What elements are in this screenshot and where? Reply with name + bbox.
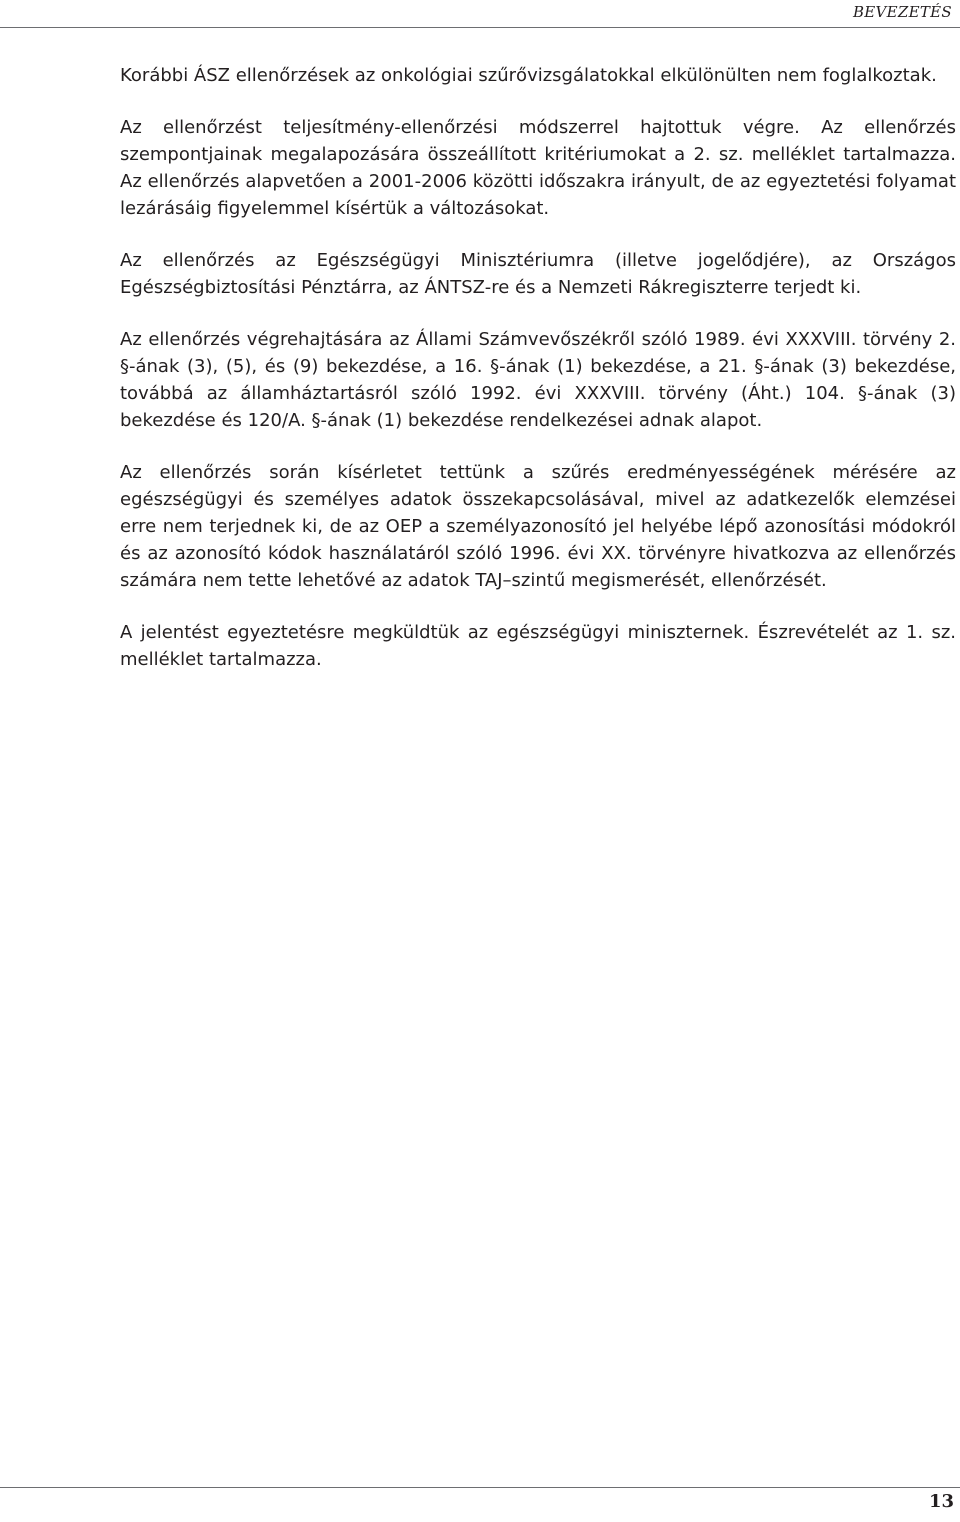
paragraph-6: A jelentést egyeztetésre megküldtük az egészségügyi miniszternek. Észrevételét az 1. sz. melléklet tartalmazza. — [120, 622, 956, 670]
document-body — [120, 62, 956, 698]
page-number: 13 — [928, 1491, 954, 1512]
footer-divider — [0, 1487, 960, 1488]
paragraph-5: Az ellenőrzés során kísérletet tettünk a szűrés eredményességének mérésére az egészségügyi és személyes adatok összekapcsolásával, mivel az adatkezelők elemzései erre nem terjednek ki, de az OEP a személyazonosító jel helyébe lépő azonosítási módokról és az azonosító kódok használatáról szóló 1996. évi XX. törvényre hivatkozva az ellenőrzés számára nem tette lehetővé az adatok TAJ–szintű megismerését, ellenőrzését. — [120, 462, 956, 591]
header-divider — [0, 27, 960, 28]
paragraph-2: Az ellenőrzést teljesítmény-ellenőrzési módszerrel hajtottuk végre. Az ellenőrzés szempontjainak megalapozására összeállított kritériumokat a 2. sz. melléklet tartalmazza. Az ellenőrzés alapvetően a 2001-2006 közötti időszakra irányult, de az egyeztetési folyamat lezárásáig figyelemmel kísértük a változásokat. — [120, 117, 956, 219]
running-header-title: BEVEZETÉS — [852, 3, 952, 21]
paragraph-3: Az ellenőrzés az Egészségügyi Minisztériumra (illetve jogelődjére), az Országos Egészségbiztosítási Pénztárra, az ÁNTSZ-re és a Nemzeti Rákregiszterre terjedt ki. — [120, 250, 956, 298]
paragraph-1: Korábbi ÁSZ ellenőrzések az onkológiai szűrővizsgálatokkal elkülönülten nem foglalkoztak. — [120, 65, 937, 86]
paragraph-4: Az ellenőrzés végrehajtására az Állami Számvevőszékről szóló 1989. évi XXXVIII. törvény 2. §-ának (3), (5), és (9) bekezdése, a 16. §-ának (1) bekezdése, a 21. §-ának (3) bekezdése, továbbá az államháztartásról szóló 1992. évi XXXVIII. törvény (Áht.) 104. §-ának (3) bekezdése és 120/A. §-ának (1) bekezdése rendelkezései adnak alapot. — [120, 329, 956, 431]
